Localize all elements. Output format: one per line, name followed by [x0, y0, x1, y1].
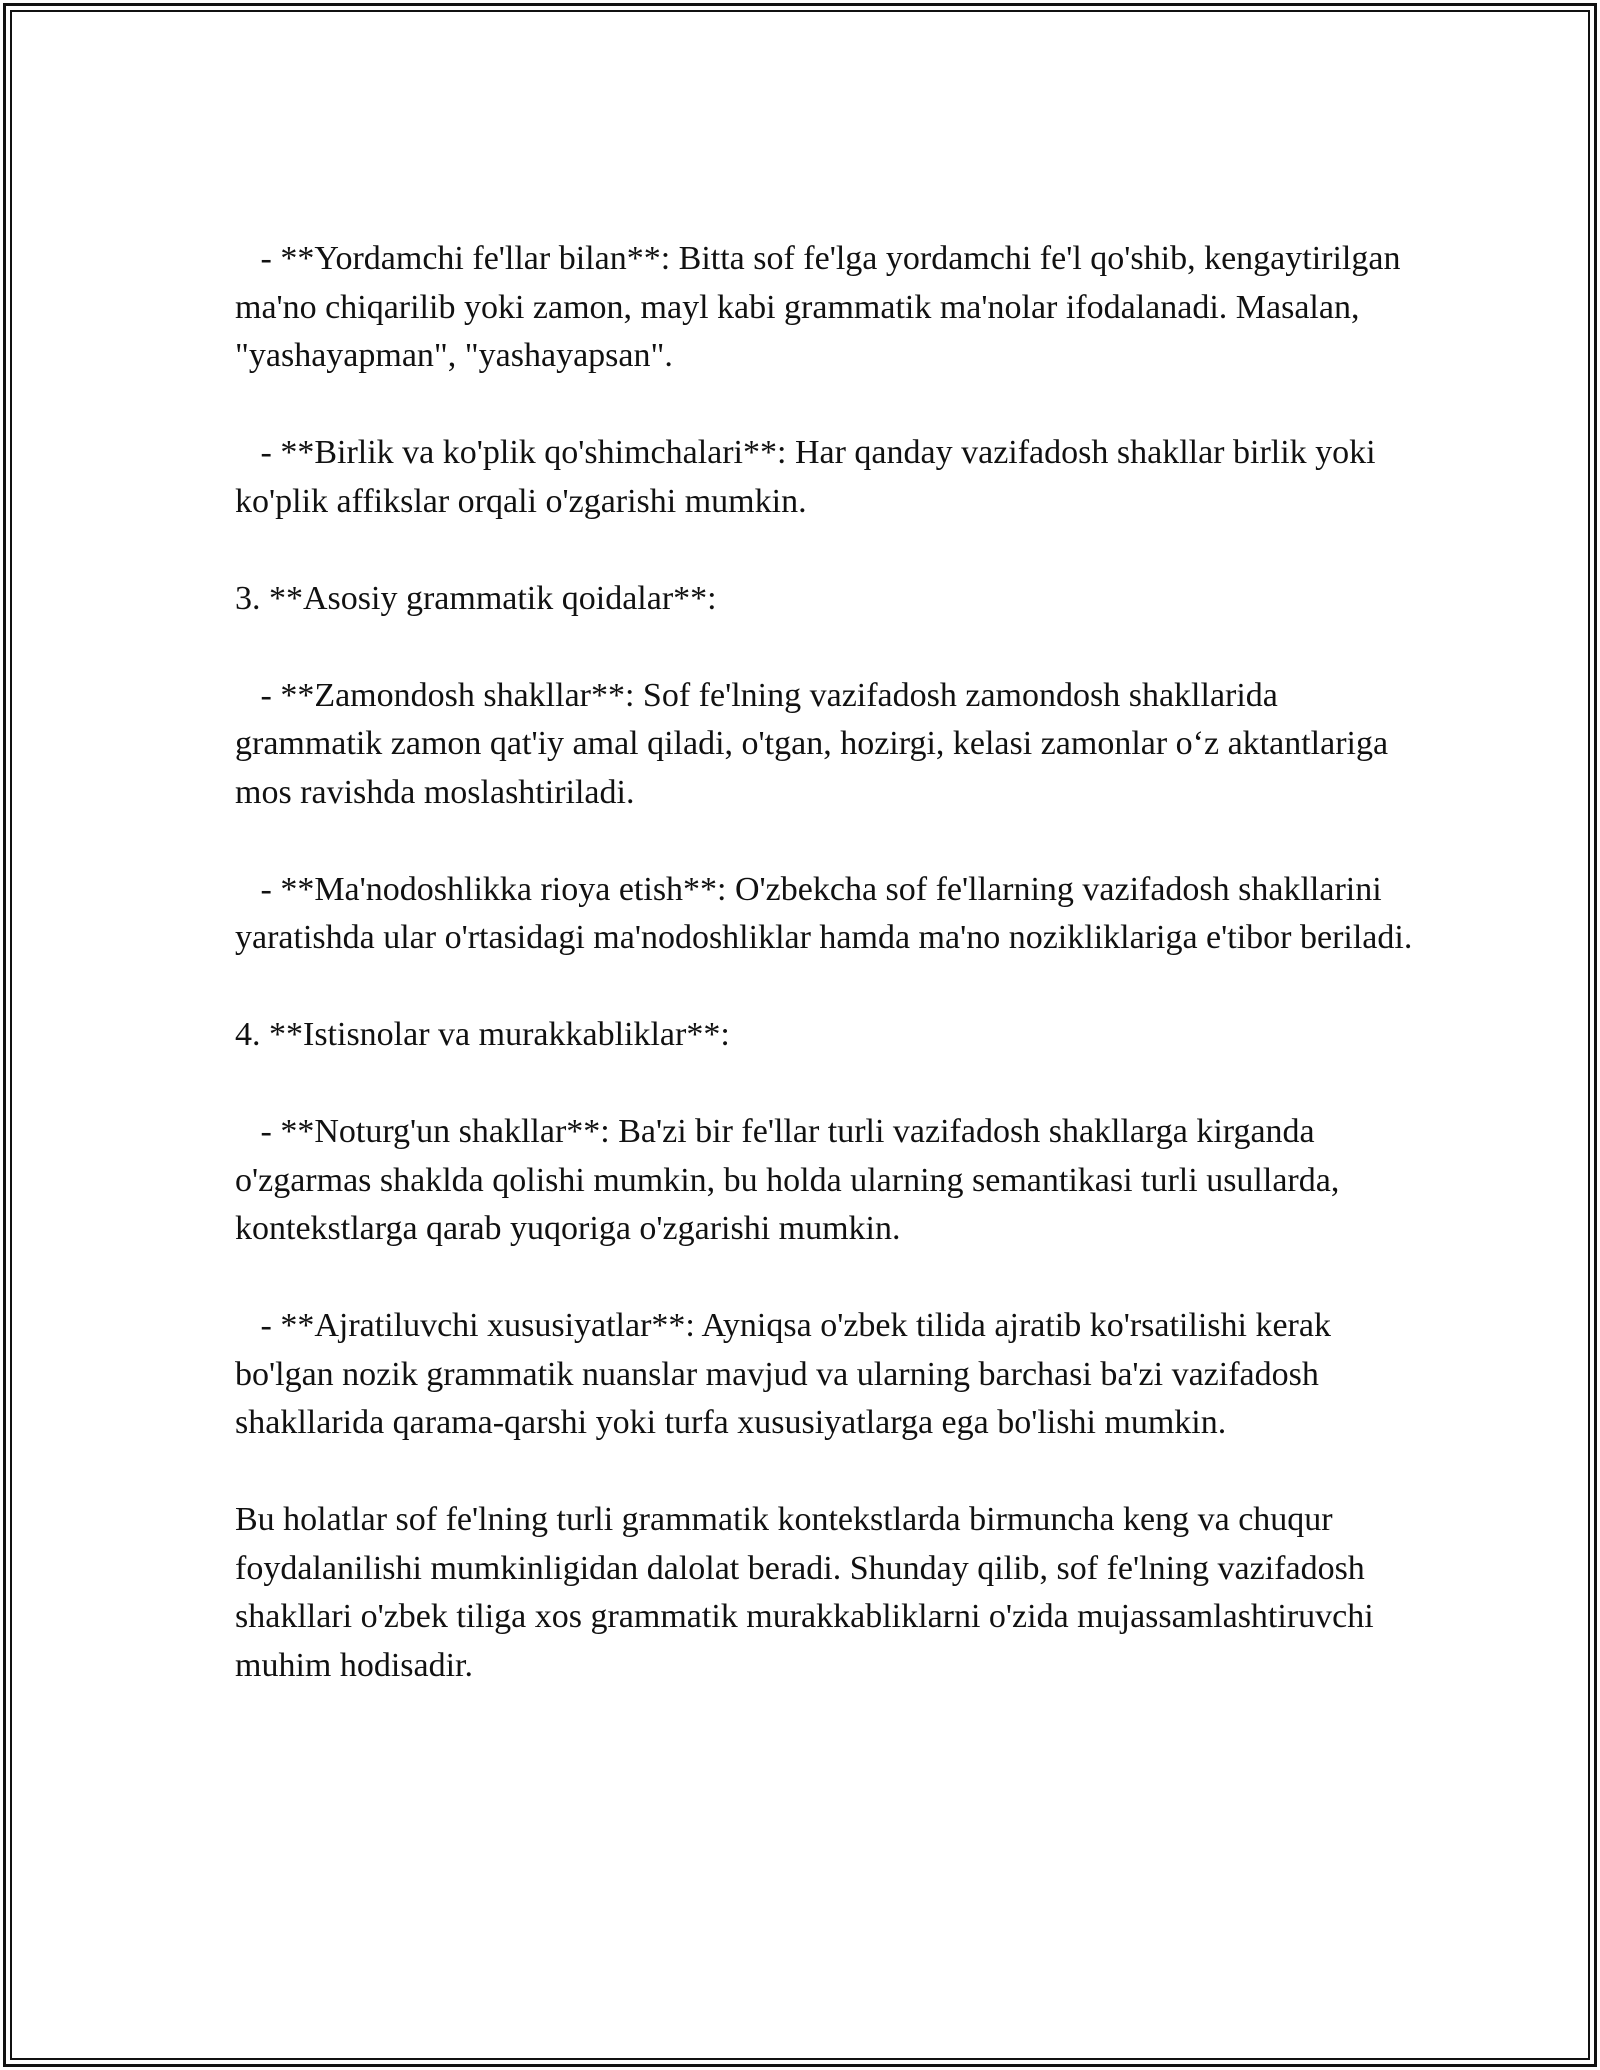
paragraph-yordamchi-fellar [235, 235, 1415, 381]
paragraph-manodoshlik [235, 866, 1415, 963]
paragraph-indent [235, 1113, 261, 1150]
paragraph-text: - **Ajratiluvchi xususiyatlar**: Ayniqsa o'zbek tilida ajratib ko'rsatilishi kerak bo'lgan nozik grammatik nuanslar mavjud va ularning barchasi ba'zi vazifadosh shakllarida qarama-qarshi yoki turfa xususiyatlarga ega bo'lishi mumkin. [235, 1307, 1331, 1441]
paragraph-ajratiluvchi [235, 1302, 1415, 1448]
paragraph-indent [235, 871, 261, 908]
paragraph-indent [235, 240, 261, 277]
paragraph-conclusion [235, 1496, 1415, 1690]
paragraph-noturgun-shakllar [235, 1108, 1415, 1254]
section-heading-3 [235, 575, 1415, 624]
paragraph-text: 4. **Istisnolar va murakkabliklar**: [235, 1016, 730, 1053]
paragraph-indent [235, 1307, 261, 1344]
paragraph-indent [235, 677, 261, 714]
paragraph-text: - **Zamondosh shakllar**: Sof fe'lning vazifadosh zamondosh shakllarida grammatik zamon qat'iy amal qiladi, o'tgan, hozirgi, kelasi zamonlar o‘z aktantlariga mos ravishda moslashtiriladi. [235, 676, 1389, 811]
paragraph-text: - **Birlik va ko'plik qo'shimchalari**: Har qanday vazifadosh shakllar birlik yoki ko'plik affikslar orqali o'zgarishi mumkin. [235, 434, 1376, 520]
paragraph-text: - **Ma'nodoshlikka rioya etish**: O'zbekcha sof fe'llarning vazifadosh shakllarini yaratishda ular o'rtasidagi ma'nodoshliklar hamda ma'no nozikliklariga e'tibor beriladi. [235, 870, 1413, 956]
paragraph-text: - **Noturg'un shakllar**: Ba'zi bir fe'llar turli vazifadosh shakllarga kirganda o'zgarmas shaklda qolishi mumkin, bu holda ularning semantikasi turli usullarda, kontekstlarga qarab yuqoriga o'zgarishi mumkin. [235, 1113, 1340, 1247]
paragraph-birlik-koplik [235, 429, 1415, 526]
paragraph-zamondosh-shakllar [235, 672, 1415, 818]
paragraph-text: Bu holatlar sof fe'lning turli grammatik kontekstlarda birmuncha keng va chuqur foydalanilishi mumkinligidan dalolat beradi. Shunday qilib, sof fe'lning vazifadosh shakllari o'zbek tiliga xos grammatik murakkabliklarni o'zida mujassamlashtiruvchi muhim hodisadir. [235, 1501, 1374, 1684]
paragraph-text: - **Yordamchi fe'llar bilan**: Bitta sof fe'lga yordamchi fe'l qo'shib, kengaytirilgan ma'no chiqarilib yoki zamon, mayl kabi grammatik ma'nolar ifodalanadi. Masalan, "yashayapman", "yashayapsan". [235, 240, 1401, 374]
paragraph-indent [235, 434, 261, 471]
document-body [235, 235, 1415, 1739]
paragraph-text: 3. **Asosiy grammatik qoidalar**: [235, 579, 717, 617]
section-heading-4 [235, 1011, 1415, 1060]
